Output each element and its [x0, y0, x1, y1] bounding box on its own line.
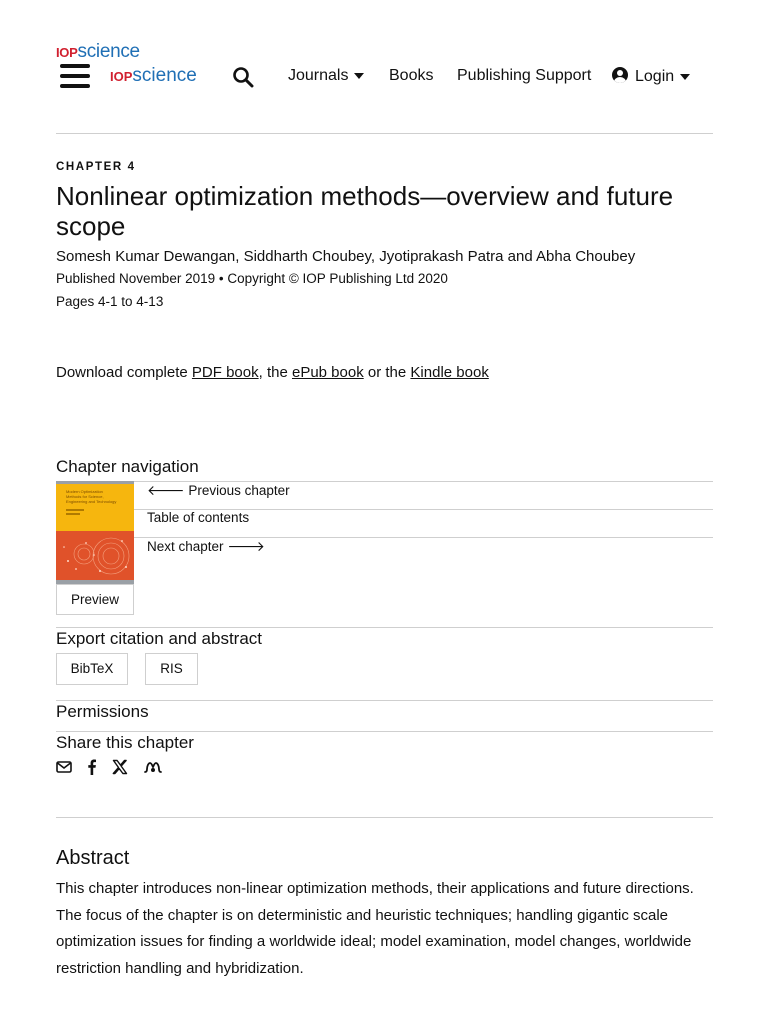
- divider: [56, 817, 713, 818]
- divider: [56, 133, 713, 134]
- ris-button[interactable]: RIS: [145, 653, 198, 685]
- pdf-book-link[interactable]: PDF book: [191, 364, 259, 381]
- abstract-text: This chapter introduces non-linear optimization methods, their applications and future directions. The focus of the chapter is on deterministic and heuristic techniques; handling gigantic scale optimization issues for finding a worldwide ideal; model examination, model changes, worldwide restriction handling and hybridization.: [56, 880, 694, 977]
- nav-publishing-support[interactable]: [457, 67, 591, 85]
- x-icon[interactable]: [112, 759, 128, 775]
- download-prefix: Download complete: [56, 364, 192, 381]
- chapter-authors: Somesh Kumar Dewangan, Siddharth Choubey, Jyotiprakash Patra and Abha Choubey: [56, 248, 636, 265]
- chevron-down-icon: [680, 74, 690, 80]
- search-icon[interactable]: [232, 66, 254, 88]
- menu-icon[interactable]: [60, 64, 90, 88]
- logo-science-text: science: [132, 65, 197, 86]
- mendeley-icon[interactable]: [143, 759, 163, 775]
- user-icon: [612, 67, 628, 83]
- previous-chapter-link[interactable]: [147, 482, 290, 499]
- facebook-icon[interactable]: [84, 759, 100, 775]
- kindle-book-link[interactable]: Kindle book: [410, 364, 489, 381]
- email-icon[interactable]: [56, 759, 72, 775]
- logo-iop-text: IOP: [56, 45, 78, 60]
- nav-login[interactable]: [612, 67, 690, 86]
- nav-publishing-support-label: Publishing Support: [457, 67, 592, 84]
- download-separator: , the: [258, 364, 292, 381]
- download-line: [56, 364, 489, 381]
- arrow-right-icon: 🡒: [227, 538, 265, 554]
- nav-journals[interactable]: [288, 67, 364, 85]
- bibtex-button[interactable]: BibTeX: [56, 653, 128, 685]
- svg-text:Engineering and Technology: Engineering and Technology: [66, 499, 117, 504]
- nav-books-label: Books: [389, 67, 434, 84]
- divider: [56, 700, 713, 701]
- preview-button[interactable]: Preview: [56, 584, 134, 615]
- nav-journals-label: Journals: [288, 67, 349, 84]
- previous-chapter-label: Previous chapter: [188, 483, 290, 498]
- table-of-contents-link[interactable]: Table of contents: [147, 510, 250, 525]
- svg-text:Methods for Science,: Methods for Science,: [66, 494, 104, 499]
- epub-book-link[interactable]: ePub book: [291, 364, 364, 381]
- nav-login-label: Login: [635, 68, 675, 85]
- next-chapter-label: Next chapter: [147, 539, 224, 554]
- chapter-number: CHAPTER 4: [56, 161, 136, 173]
- divider: [56, 627, 713, 628]
- permissions-link[interactable]: Permissions: [56, 702, 149, 721]
- logo-iop-text: IOP: [110, 69, 133, 84]
- export-citation-heading: Export citation and abstract: [56, 629, 263, 648]
- nav-books[interactable]: [389, 67, 433, 85]
- chapter-pages: Pages 4-1 to 4-13: [56, 294, 164, 309]
- divider: [56, 731, 713, 732]
- publication-info: Published November 2019 • Copyright © IOP Publishing Ltd 2020: [56, 271, 448, 286]
- svg-text:Modern Optimization: Modern Optimization: [66, 489, 103, 494]
- arrow-left-icon: 🡐: [147, 482, 185, 498]
- abstract-heading: Abstract: [56, 847, 130, 869]
- chapter-navigation-heading: Chapter navigation: [56, 457, 199, 476]
- share-chapter-heading: Share this chapter: [56, 733, 194, 752]
- download-separator: or the: [363, 364, 411, 381]
- book-cover-image[interactable]: [56, 481, 134, 584]
- iopscience-logo[interactable]: [110, 65, 197, 87]
- iopscience-logo-small[interactable]: [56, 41, 140, 63]
- chevron-down-icon: [354, 73, 364, 79]
- logo-science-text: science: [77, 41, 140, 62]
- chapter-title: Nonlinear optimization methods—overview and future scope: [56, 181, 674, 241]
- next-chapter-link[interactable]: [147, 538, 265, 555]
